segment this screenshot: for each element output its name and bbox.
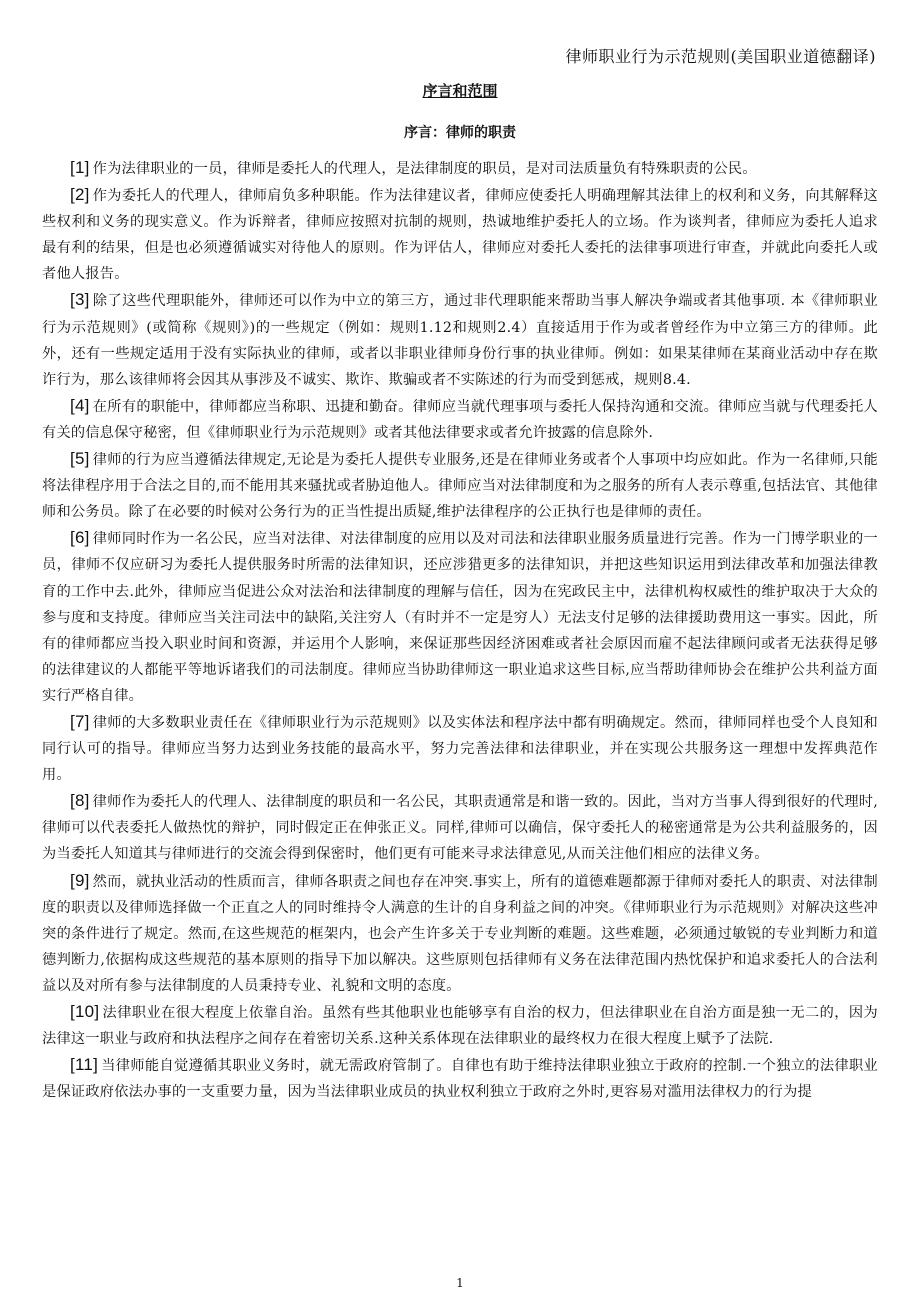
paragraph-number: [2] <box>70 185 90 205</box>
paragraph <box>42 868 878 999</box>
paragraph <box>42 999 878 1052</box>
paragraph-text: 作为法律职业的一员，律师是委托人的代理人，是法律制度的职员，是对司法质量负有特殊职责的公民。 <box>92 161 757 177</box>
paragraph-number: [6] <box>70 528 90 548</box>
body-text <box>42 155 878 1105</box>
paragraph-number: [5] <box>70 449 90 469</box>
running-header: 律师职业行为示范规则(美国职业道德翻译) <box>565 47 876 66</box>
section-title: 序言和范围 <box>422 82 498 100</box>
paragraph <box>42 155 878 182</box>
paragraph <box>42 525 878 709</box>
paragraph-text: 律师的大多数职业责任在《律师职业行为示范规则》以及实体法和程序法中都有明确规定。然而，律师同样也受个人良知和同行认可的指导。律师应当努力达到业务技能的最高水平，努力完善法律和法律职业，并在实现公共服务这一理想中发挥典范作用。 <box>42 714 878 784</box>
paragraph <box>42 1052 878 1105</box>
paragraph-text: 除了这些代理职能外，律师还可以作为中立的第三方，通过非代理职能来帮助当事人解决争端或者其他事项. 本《律师职业行为示范规则》(或简称《规则》)的一些规定（例如：规则1.12和规则2.4）直接适用于作为或者曾经作为中立第三方的律师。此外，还有一些规定适用于没有实际执业的律师，或者以非职业律师身份行事的执业律师。例如：如果某律师在某商业活动中存在欺诈行为，那么该律师将会因其从事涉及不诚实、欺诈、欺骗或者不实陈述的行为而受到惩戒，规则8.4. <box>42 293 878 388</box>
paragraph-number: [4] <box>70 395 90 415</box>
paragraph-text: 在所有的职能中，律师都应当称职、迅捷和勤奋。律师应当就代理事项与委托人保持沟通和交流。律师应当就与代理委托人有关的信息保守秘密，但《律师职业行为示范规则》或者其他法律要求或者允许披露的信息除外. <box>42 398 878 441</box>
paragraph-text: 然而，就执业活动的性质而言，律师各职责之间也存在冲突.事实上，所有的道德难题都源于律师对委托人的职责、对法律制度的职责以及律师选择做一个正直之人的同时维持令人满意的生计的自身利益之间的冲突。《律师职业行为示范规则》对解决这些冲突的条件进行了规定。然而,在这些规范的框架内，也会产生许多关于专业判断的难题。这些难题，必须通过敏锐的专业判断力和道德判断力,依据构成这些规范的基本原则的指导下加以解决。这些原则包括律师有义务在法律范围内热忱保护和追求委托人的合法利益以及对所有参与法律制度的人员秉持专业、礼貌和文明的态度。 <box>42 873 878 994</box>
paragraph <box>42 287 878 392</box>
paragraph-text: 律师同时作为一名公民，应当对法律、对法律制度的应用以及对司法和法律职业服务质量进行完善。作为一门博学职业的一员，律师不仅应研习为委托人提供服务时所需的法律知识，还应涉猎更多的法律知识，并把这些知识运用到法律改革和加强法律教育的工作中去.此外，律师应当促进公众对法治和法律制度的理解与信任，因为在宪政民主中，法律机构权威性的维护取决于大众的参与度和支持度。律师应当关注司法中的缺陷,关注穷人（有时并不一定是穷人）无法支付足够的法律援助费用这一事实。因此，所有的律师都应当投入职业时间和资源，并运用个人影响，来保证那些因经济困难或者社会原因而雇不起法律顾问或者无法获得足够的法律建议的人都能平等地诉诸我们的司法制度。律师应当协助律师这一职业追求这些目标,应当帮助律师协会在维护公共利益方面实行严格自律。 <box>42 531 878 704</box>
subsection-title: 序言：律师的职责 <box>404 125 516 141</box>
page-number: 1 <box>456 1276 464 1290</box>
paragraph <box>42 709 878 788</box>
paragraph-text: 法律职业在很大程度上依靠自治。虽然有些其他职业也能够享有自治的权力，但法律职业在自治方面是独一无二的，因为法律这一职业与政府和执法程序之间存在着密切关系.这种关系体现在法律职业的最终权力在很大程度上赋予了法院. <box>42 1005 878 1048</box>
paragraph <box>42 393 878 446</box>
paragraph-number: [3] <box>70 290 90 310</box>
paragraph <box>42 182 878 287</box>
paragraph-number: [7] <box>70 711 90 731</box>
paragraph-text: 律师作为委托人的代理人、法律制度的职员和一名公民，其职责通常是和谐一致的。因此，当对方当事人得到很好的代理时,律师可以代表委托人做热忱的辩护，同时假定正在伸张正义。同样,律师可以确信，保守委托人的秘密通常是为公共利益服务的，因为当委托人知道其与律师进行的交流会得到保密时，他们更有可能来寻求法律意见,从而关注他们相应的法律义务。 <box>42 794 878 863</box>
paragraph-number: [10] <box>70 1002 100 1021</box>
paragraph-text: 律师的行为应当遵循法律规定,无论是为委托人提供专业服务,还是在律师业务或者个人事项中均应如此。作为一名律师,只能将法律程序用于合法之目的,而不能用其来骚扰或者胁迫他人。律师应当对法律制度和为之服务的所有人表示尊重,包括法官、其他律师和公务员。除了在必要的时候对公务行为的正当性提出质疑,维护法律程序的公正执行也是律师的责任。 <box>42 452 878 521</box>
paragraph <box>42 788 878 867</box>
paragraph-text: 当律师能自觉遵循其职业义务时，就无需政府管制了。自律也有助于维持法律职业独立于政府的控制.一个独立的法律职业是保证政府依法办事的一支重要力量，因为当法律职业成员的执业权利独立于政府之外时,更容易对滥用法律权力的行为提 <box>42 1058 878 1101</box>
paragraph <box>42 446 878 525</box>
paragraph-number: [1] <box>70 158 90 177</box>
paragraph-text: 作为委托人的代理人，律师肩负多种职能。作为法律建议者，律师应使委托人明确理解其法律上的权利和义务，向其解释这些权利和义务的现实意义。作为诉辩者，律师应按照对抗制的规则，热诚地维护委托人的立场。作为谈判者，律师应为委托人追求最有利的结果，但是也必须遵循诚实对待他人的原则。作为评估人，律师应对委托人委托的法律事项进行审查，并就此向委托人或者他人报告。 <box>42 188 878 283</box>
paragraph-number: [9] <box>70 870 90 890</box>
paragraph-number: [8] <box>70 791 90 811</box>
paragraph-number: [11] <box>70 1055 99 1075</box>
